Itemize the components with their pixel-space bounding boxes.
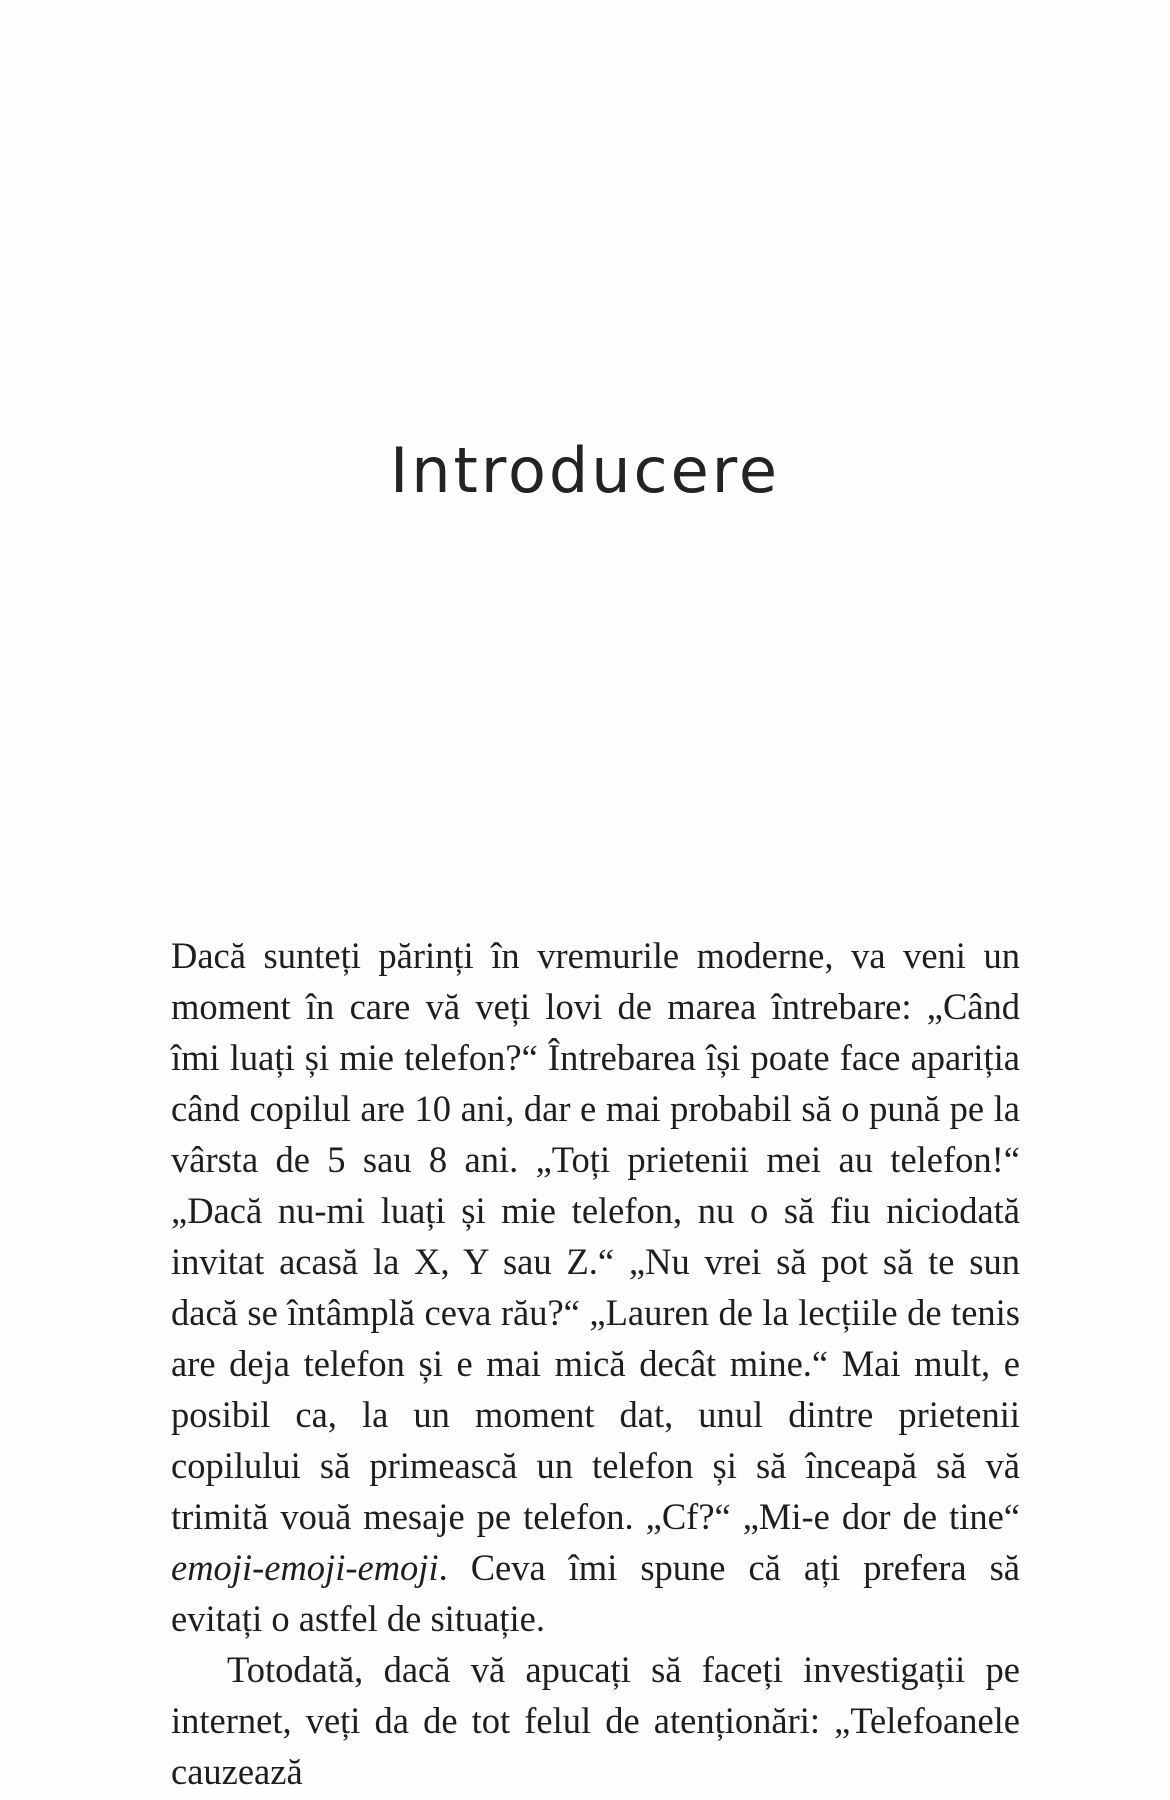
paragraph-1-text: Dacă sunteți părinți în vremurile moderne, va veni un moment în care vă veți lovi de marea întrebare: „Când îmi luați și mie telefon?“ Întrebarea își poate face apariția când copilul are 10 ani, dar e mai probabil să o pună pe la vârsta de 5 sau 8 ani. „Toți prietenii mei au telefon!“ „Dacă nu-mi luați și mie telefon, nu o să fiu niciodată invitat acasă la X, Y sau Z.“ „Nu vrei să pot să te sun dacă se întâmplă ceva rău?“ „Lauren de la lecțiile de tenis are deja telefon și e mai mică decât mine.“ Mai mult, e posibil ca, la un moment dat, unul dintre prietenii copilului să primească un telefon și să înceapă să vă trimită vouă mesaje pe telefon. „Cf?“ „Mi-e dor de tine“ bbox=[171, 935, 1020, 1537]
paragraph-2 bbox=[171, 1644, 1020, 1797]
body-text bbox=[171, 930, 1020, 1797]
paragraph-2-text: Totodată, dacă vă apucați să faceți investigații pe internet, veți da de tot felul de atenționări: „Telefoanele cauzează bbox=[171, 1649, 1020, 1792]
paragraph-1 bbox=[171, 930, 1020, 1644]
paragraph-1-italic-emoji: emoji-emoji-emoji bbox=[171, 1547, 439, 1588]
paragraph-1-text-end: . Ceva îmi spune că ați prefera să evitați o astfel de situație. bbox=[171, 1547, 1020, 1639]
chapter-title: Introducere bbox=[389, 434, 781, 507]
